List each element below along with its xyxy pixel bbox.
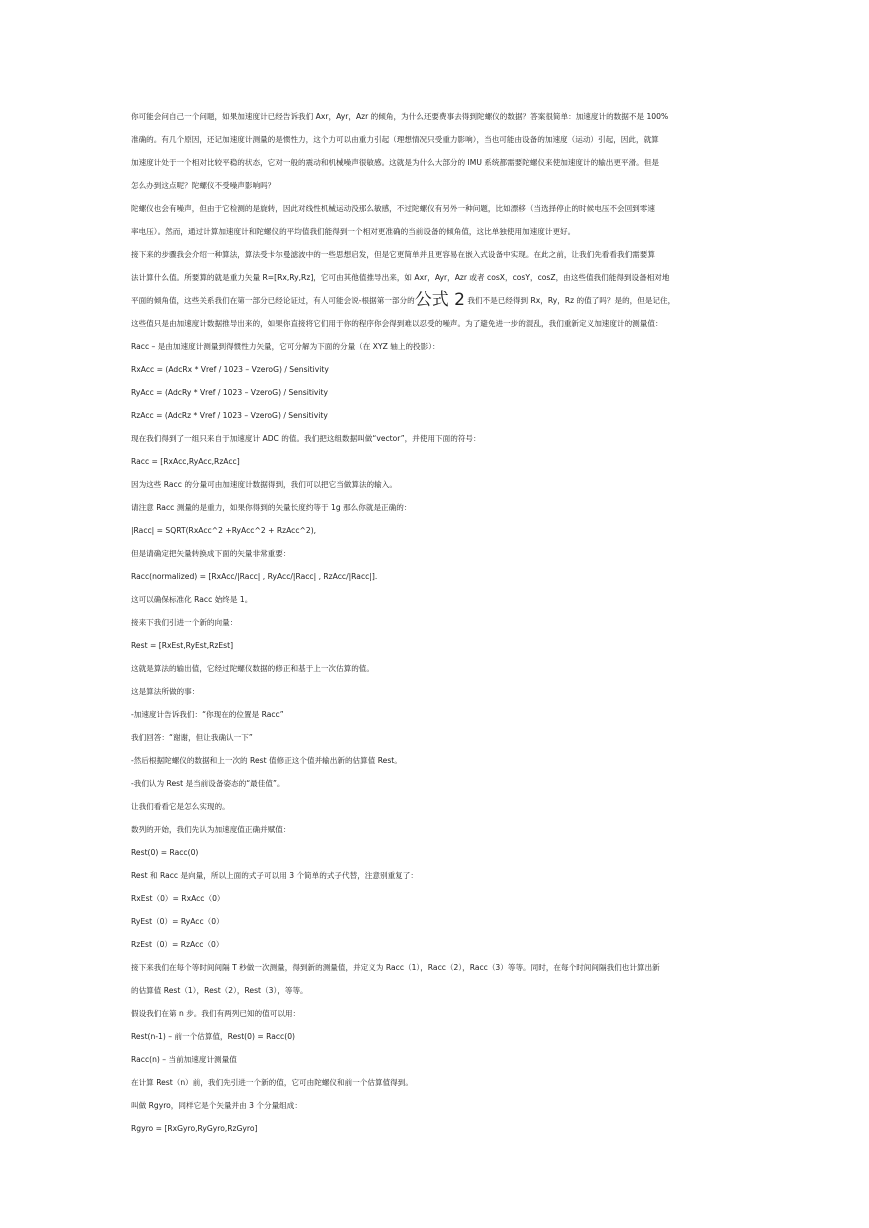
- text-line: 加速度计处于一个相对比较平稳的状态，它对一般的震动和机械噪声很敏感。这就是为什么大部分的 IMU 系统都需要陀螺仪来使加速度计的输出更平滑。但是: [131, 158, 659, 167]
- text-line: 接来下我们引进一个新的向量：: [131, 618, 238, 627]
- text-line: 这可以确保标准化 Racc 始终是 1。: [131, 595, 253, 604]
- formula-line: Rest = [RxEst,RyEst,RzEst]: [131, 641, 234, 650]
- text-line: 接下来的步骤我会介绍一种算法，算法受卡尔曼滤波中的一些思想启发，但是它更简单并且更容易在嵌入式设备中实现。在此之前，让我们先看看我们需要算: [131, 250, 655, 259]
- formula-line: Rest(n-1) – 前一个估算值，Rest(0) = Racc(0): [131, 1032, 295, 1041]
- formula-line: RxEst（0）= RxAcc（0）: [131, 894, 225, 903]
- text-line: -加速度计告诉我们：“你现在的位置是 Racc”: [131, 710, 284, 719]
- text-line: 因为这些 Racc 的分量可由加速度计数据得到，我们可以把它当做算法的输入。: [131, 480, 397, 489]
- text-line: 数列的开始，我们先认为加速度值正确并赋值：: [131, 825, 291, 834]
- formula-line: RzEst（0）= RzAcc（0）: [131, 940, 224, 949]
- text-line: 率电压）。然而，通过计算加速度计和陀螺仪的平均值我们能得到一个相对更准确的当前设备的倾角值，这比单独使用加速度计更好。: [131, 227, 576, 236]
- text-line: 假设我们在第 n 步。我们有两列已知的值可以用：: [131, 1009, 301, 1018]
- text-line: -我们认为 Rest 是当前设备姿态的“最佳值”。: [131, 779, 285, 788]
- text-line: 怎么办到这点呢？陀螺仪不受噪声影响吗？: [131, 181, 276, 190]
- formula-line: |Racc| = SQRT(RxAcc^2 +RyAcc^2 + RzAcc^2),: [131, 526, 317, 535]
- formula-reference: 公式 2: [414, 290, 465, 310]
- text-line-with-formula-ref: [131, 289, 739, 312]
- text-line: 陀螺仪也会有噪声，但由于它检测的是旋转，因此对线性机械运动没那么敏感，不过陀螺仪有另外一种问题，比如漂移（当选择停止的时候电压不会回到零速: [131, 204, 655, 213]
- formula-line: RxAcc = (AdcRx * Vref / 1023 – VzeroG) / Sensitivity: [131, 365, 329, 374]
- formula-line: Racc(normalized) = [RxAcc/|Racc| , RyAcc/|Racc| , RzAcc/|Racc|].: [131, 572, 378, 581]
- text-line: 但是请确定把矢量转换成下面的矢量非常重要：: [131, 549, 291, 558]
- document-page: [131, 105, 739, 1140]
- formula-line: RyEst（0）= RyAcc（0）: [131, 917, 224, 926]
- text-line: Rest 和 Racc 是向量，所以上面的式子可以用 3 个简单的式子代替，注意别重复了：: [131, 871, 418, 880]
- text-line: 让我们看看它是怎么实现的。: [131, 802, 230, 811]
- text-line: 这些值只是由加速度计数据推导出来的，如果你直接将它们用于你的程序你会得到难以忍受的噪声。为了避免进一步的混乱，我们重新定义加速度计的测量值：: [131, 319, 663, 328]
- text-line: -然后根据陀螺仪的数据和上一次的 Rest 值修正这个值并输出新的估算值 Rest。: [131, 756, 402, 765]
- text-line: 的估算值 Rest（1），Rest（2），Rest（3），等等。: [131, 986, 308, 995]
- text-line: 在计算 Rest（n）前，我们先引进一个新的值，它可由陀螺仪和前一个估算值得到。: [131, 1078, 413, 1087]
- line-segment: 平面的倾角值，这些关系我们在第一部分已经论证过，有人可能会说-根据第一部分的: [131, 296, 415, 305]
- text-line: 现在我们得到了一组只来自于加速度计 ADC 的值。我们把这组数据叫做“vector”，并使用下面的符号：: [131, 434, 481, 443]
- formula-line: Rgyro = [RxGyro,RyGyro,RzGyro]: [131, 1124, 258, 1133]
- text-line: 法计算什么值。所要算的就是重力矢量 R=[Rx,Ry,Rz]，它可由其他值推导出来，如 Axr，Ayr，Azr 或者 cosX，cosY，cosZ，由这些值我们能得到设备相对地: [131, 273, 670, 282]
- text-line: 叫做 Rgyro，同样它是个矢量并由 3 个分量组成：: [131, 1101, 302, 1110]
- formula-line: RzAcc = (AdcRz * Vref / 1023 – VzeroG) / Sensitivity: [131, 411, 328, 420]
- text-line: 我们回答：“谢谢，但让我确认一下”: [131, 733, 253, 742]
- text-line: 请注意 Racc 测量的是重力，如果你得到的矢量长度约等于 1g 那么你就是正确的：: [131, 503, 412, 512]
- formula-line: Racc(n) – 当前加速度计测量值: [131, 1055, 237, 1064]
- formula-line: RyAcc = (AdcRy * Vref / 1023 – VzeroG) / Sensitivity: [131, 388, 329, 397]
- text-line: 准确的。有几个原因，还记加速度计测量的是惯性力，这个力可以由重力引起（理想情况只受重力影响），当也可能由设备的加速度（运动）引起，因此，就算: [131, 135, 659, 144]
- formula-line: Racc = [RxAcc,RyAcc,RzAcc]: [131, 457, 240, 466]
- text-line: 你可能会问自己一个问题，如果加速度计已经告诉我们 Axr，Ayr，Azr 的倾角，为什么还要费事去得到陀螺仪的数据？答案很简单：加速度计的数据不是 100%: [131, 112, 669, 121]
- text-line: 这是算法所做的事：: [131, 687, 200, 696]
- text-line: 这就是算法的输出值，它经过陀螺仪数据的修正和基于上一次估算的值。: [131, 664, 374, 673]
- line-segment: 我们不是已经得到 Rx，Ry，Rz 的值了吗？是的，但是记住，: [464, 296, 676, 305]
- text-line: 接下来我们在每个等时间间隔 T 秒做一次测量，得到新的测量值，并定义为 Racc（1），Racc（2），Racc（3）等等。同时，在每个时间间隔我们也计算出新: [131, 963, 660, 972]
- text-line: Racc – 是由加速度计测量到得惯性力矢量，它可分解为下面的分量（在 XYZ 轴上的投影）：: [131, 342, 440, 351]
- formula-line: Rest(0) = Racc(0): [131, 848, 199, 857]
